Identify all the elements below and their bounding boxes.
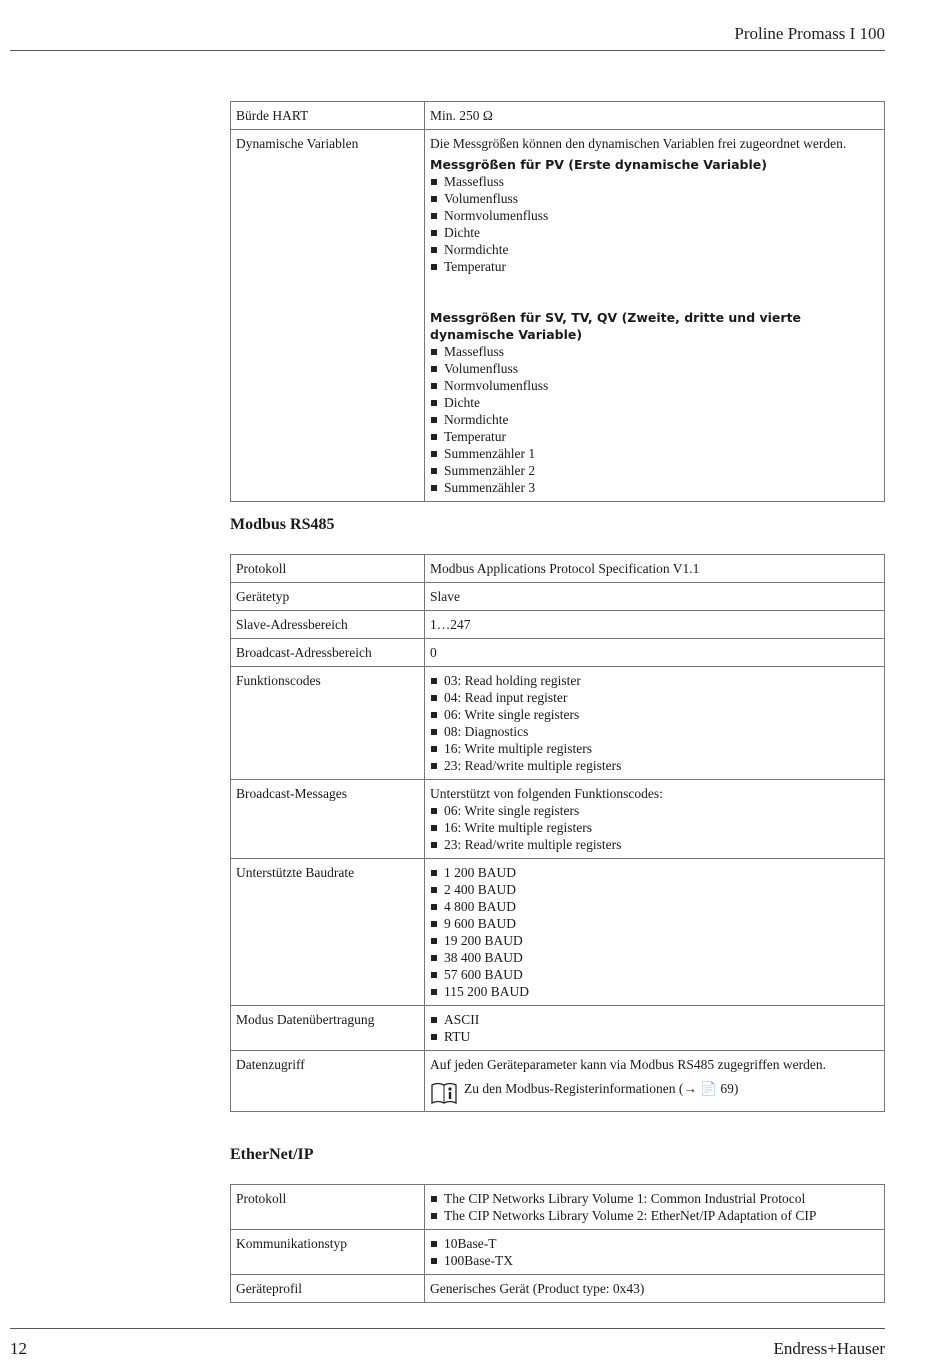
row-value: Slave bbox=[425, 583, 885, 611]
list-item: 115 200 BAUD bbox=[430, 983, 878, 1000]
list-item: Dichte bbox=[430, 394, 878, 411]
list-item: 06: Write single registers bbox=[430, 802, 878, 819]
table-row bbox=[231, 555, 885, 583]
list-item: ASCII bbox=[430, 1011, 878, 1028]
list-item: Volumenfluss bbox=[430, 360, 878, 377]
pv-list bbox=[430, 173, 878, 275]
row-label: Geräteprofil bbox=[231, 1275, 425, 1303]
header-divider bbox=[10, 50, 885, 51]
table-row bbox=[231, 1230, 885, 1275]
pv-heading: Messgrößen für PV (Erste dynamische Variable) bbox=[430, 157, 767, 172]
table-row bbox=[231, 1051, 885, 1112]
list-item: Normvolumenfluss bbox=[430, 207, 878, 224]
dyn-intro: Die Messgrößen können den dynamischen Variablen frei zugeordnet werden. bbox=[430, 136, 847, 151]
row-value bbox=[425, 130, 885, 502]
row-label: Broadcast-Messages bbox=[231, 780, 425, 859]
list-item: Dichte bbox=[430, 224, 878, 241]
list-item: 16: Write multiple registers bbox=[430, 819, 878, 836]
ethernet-protokoll-list bbox=[430, 1190, 878, 1224]
list-item: Massefluss bbox=[430, 343, 878, 360]
list-item: 10Base-T bbox=[430, 1235, 878, 1252]
hart-spec-table bbox=[230, 101, 885, 502]
row-label: Funktionscodes bbox=[231, 667, 425, 780]
row-label: Modus Datenübertragung bbox=[231, 1006, 425, 1051]
list-item: Summenzähler 2 bbox=[430, 462, 878, 479]
row-value: Min. 250 Ω bbox=[425, 102, 885, 130]
list-item: RTU bbox=[430, 1028, 878, 1045]
list-item: 57 600 BAUD bbox=[430, 966, 878, 983]
ethernet-spec-table bbox=[230, 1184, 885, 1303]
document-header-title: Proline Promass I 100 bbox=[734, 24, 885, 43]
list-item: Massefluss bbox=[430, 173, 878, 190]
modbus-spec-table bbox=[230, 554, 885, 1112]
table-row bbox=[231, 667, 885, 780]
broadcast-list bbox=[430, 802, 878, 853]
komm-list bbox=[430, 1235, 878, 1269]
list-item: 2 400 BAUD bbox=[430, 881, 878, 898]
list-item: 100Base-TX bbox=[430, 1252, 878, 1269]
modus-list bbox=[430, 1011, 878, 1045]
baud-list bbox=[430, 864, 878, 1000]
manual-info-icon bbox=[430, 1080, 458, 1106]
table-row bbox=[231, 130, 885, 502]
reference-link-text[interactable]: Zu den Modbus-Registerinformationen (→ 📄 69) bbox=[464, 1081, 739, 1096]
list-item: 06: Write single registers bbox=[430, 706, 878, 723]
modbus-section-title: Modbus RS485 bbox=[230, 516, 335, 533]
list-item: 1 200 BAUD bbox=[430, 864, 878, 881]
broadcast-intro: Unterstützt von folgenden Funktionscodes: bbox=[430, 786, 663, 801]
footer-brand: Endress+Hauser bbox=[773, 1339, 885, 1358]
row-value bbox=[425, 1185, 885, 1230]
row-label: Protokoll bbox=[231, 555, 425, 583]
row-value bbox=[425, 859, 885, 1006]
row-value bbox=[425, 1230, 885, 1275]
table-row bbox=[231, 639, 885, 667]
row-label: Dynamische Variablen bbox=[231, 130, 425, 502]
table-row bbox=[231, 1006, 885, 1051]
table-row bbox=[231, 583, 885, 611]
table-row bbox=[231, 1275, 885, 1303]
sv-heading: Messgrößen für SV, TV, QV (Zweite, dritte und vierte dynamische Variable) bbox=[430, 310, 802, 342]
list-item: 16: Write multiple registers bbox=[430, 740, 878, 757]
row-label: Kommunikationstyp bbox=[231, 1230, 425, 1275]
table-row bbox=[231, 1185, 885, 1230]
list-item: 23: Read/write multiple registers bbox=[430, 836, 878, 853]
list-item: Normvolumenfluss bbox=[430, 377, 878, 394]
list-item: Summenzähler 1 bbox=[430, 445, 878, 462]
list-item: 38 400 BAUD bbox=[430, 949, 878, 966]
table-row bbox=[231, 859, 885, 1006]
ethernet-section-title: EtherNet/IP bbox=[230, 1146, 314, 1163]
row-label: Protokoll bbox=[231, 1185, 425, 1230]
row-value: Modbus Applications Protocol Specification V1.1 bbox=[425, 555, 885, 583]
list-item: Summenzähler 3 bbox=[430, 479, 878, 496]
row-value bbox=[425, 1051, 885, 1112]
row-label: Broadcast-Adressbereich bbox=[231, 639, 425, 667]
table-row bbox=[231, 611, 885, 639]
list-item: The CIP Networks Library Volume 1: Common Industrial Protocol bbox=[430, 1190, 878, 1207]
row-label: Gerätetyp bbox=[231, 583, 425, 611]
row-label: Slave-Adressbereich bbox=[231, 611, 425, 639]
list-item: The CIP Networks Library Volume 2: EtherNet/IP Adaptation of CIP bbox=[430, 1207, 878, 1224]
list-item: 08: Diagnostics bbox=[430, 723, 878, 740]
row-value: 0 bbox=[425, 639, 885, 667]
reference-note bbox=[430, 1080, 878, 1106]
list-item: 03: Read holding register bbox=[430, 672, 878, 689]
list-item: 23: Read/write multiple registers bbox=[430, 757, 878, 774]
row-value: 1…247 bbox=[425, 611, 885, 639]
page-number: 12 bbox=[10, 1339, 27, 1358]
row-value: Generisches Gerät (Product type: 0x43) bbox=[425, 1275, 885, 1303]
list-item: Normdichte bbox=[430, 411, 878, 428]
footer-divider bbox=[10, 1328, 885, 1329]
zugriff-text: Auf jeden Geräteparameter kann via Modbus RS485 zugegriffen werden. bbox=[430, 1057, 826, 1072]
list-item: 4 800 BAUD bbox=[430, 898, 878, 915]
list-item: 9 600 BAUD bbox=[430, 915, 878, 932]
list-item: Volumenfluss bbox=[430, 190, 878, 207]
row-value bbox=[425, 667, 885, 780]
list-item: Temperatur bbox=[430, 428, 878, 445]
row-value bbox=[425, 780, 885, 859]
list-item: Temperatur bbox=[430, 258, 878, 275]
row-label: Datenzugriff bbox=[231, 1051, 425, 1112]
list-item: 19 200 BAUD bbox=[430, 932, 878, 949]
row-label: Bürde HART bbox=[231, 102, 425, 130]
row-value bbox=[425, 1006, 885, 1051]
list-item: Normdichte bbox=[430, 241, 878, 258]
list-item: 04: Read input register bbox=[430, 689, 878, 706]
row-label: Unterstützte Baudrate bbox=[231, 859, 425, 1006]
funktionscodes-list bbox=[430, 672, 878, 774]
sv-list bbox=[430, 343, 878, 496]
table-row bbox=[231, 780, 885, 859]
table-row bbox=[231, 102, 885, 130]
